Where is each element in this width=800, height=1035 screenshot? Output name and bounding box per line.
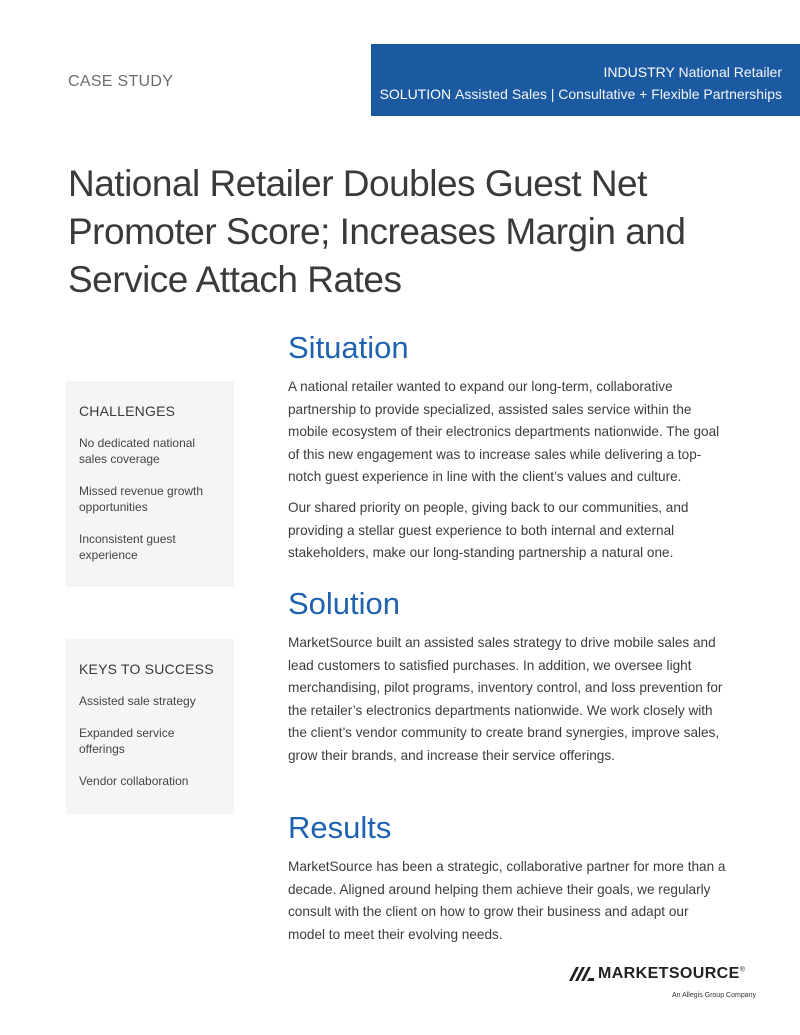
marketsource-logo-icon	[568, 964, 596, 982]
industry-value: National Retailer	[678, 64, 782, 80]
keys-to-success-box	[66, 639, 234, 814]
solution-heading: Solution	[288, 586, 401, 621]
challenges-heading: CHALLENGES	[79, 403, 176, 419]
trademark: ®	[739, 966, 746, 974]
page-title: National Retailer Doubles Guest Net Promoter Score; Increases Margin and Service Attach Rates	[68, 163, 686, 300]
situation-paragraph-2: Our shared priority on people, giving back to our communities, and providing a stellar guest experience to both internal and external stakeholders, make our long-standing partnership a natural one.	[288, 500, 689, 560]
industry-solution-banner	[371, 44, 800, 116]
solution-line	[371, 83, 782, 105]
logo-wordmark: MARKETSOURCE®	[598, 965, 746, 982]
challenge-item: Missed revenue growth opportunities	[79, 484, 204, 514]
keys-heading: KEYS TO SUCCESS	[79, 661, 214, 677]
logo-tagline: An Allegis Group Company	[671, 992, 756, 999]
situation-paragraph-1: A national retailer wanted to expand our long-term, collaborative partnership to provide specialized, assisted sales service within the mobile ecosystem of their electronics departments nationwide. The goal of this new engagement was to increase sales while delivering a top-notch guest experience in line with the client’s values and culture.	[288, 379, 720, 484]
marketsource-logo	[568, 964, 758, 1004]
situation-heading: Situation	[288, 330, 409, 365]
results-paragraph: MarketSource has been a strategic, collaborative partner for more than a decade. Aligned around helping them achieve their goals, we regularly consult with the client on how to grow their business and adapt our model to meet their evolving needs.	[288, 859, 726, 942]
key-item: Vendor collaboration	[79, 774, 189, 788]
industry-line	[371, 61, 782, 83]
results-heading: Results	[288, 810, 392, 845]
solution-value: Assisted Sales | Consultative + Flexible Partnerships	[455, 86, 782, 102]
challenges-box	[66, 381, 234, 587]
challenge-item: No dedicated national sales coverage	[79, 436, 196, 466]
key-item: Assisted sale strategy	[79, 694, 196, 708]
key-item: Expanded service offerings	[79, 726, 175, 756]
case-study-label: CASE STUDY	[68, 73, 174, 90]
industry-label: INDUSTRY	[603, 64, 675, 80]
solution-label: SOLUTION	[379, 86, 452, 102]
solution-paragraph: MarketSource built an assisted sales strategy to drive mobile sales and lead customers to satisfied purchases. In addition, we oversee light merchandising, pilot programs, inventory control, and loss prevention for the retailer’s electronics departments nationwide. We work closely with the client’s vendor community to create brand synergies, improve sales, grow their brands, and increase their service offerings.	[288, 635, 723, 763]
challenge-item: Inconsistent guest experience	[79, 532, 176, 562]
